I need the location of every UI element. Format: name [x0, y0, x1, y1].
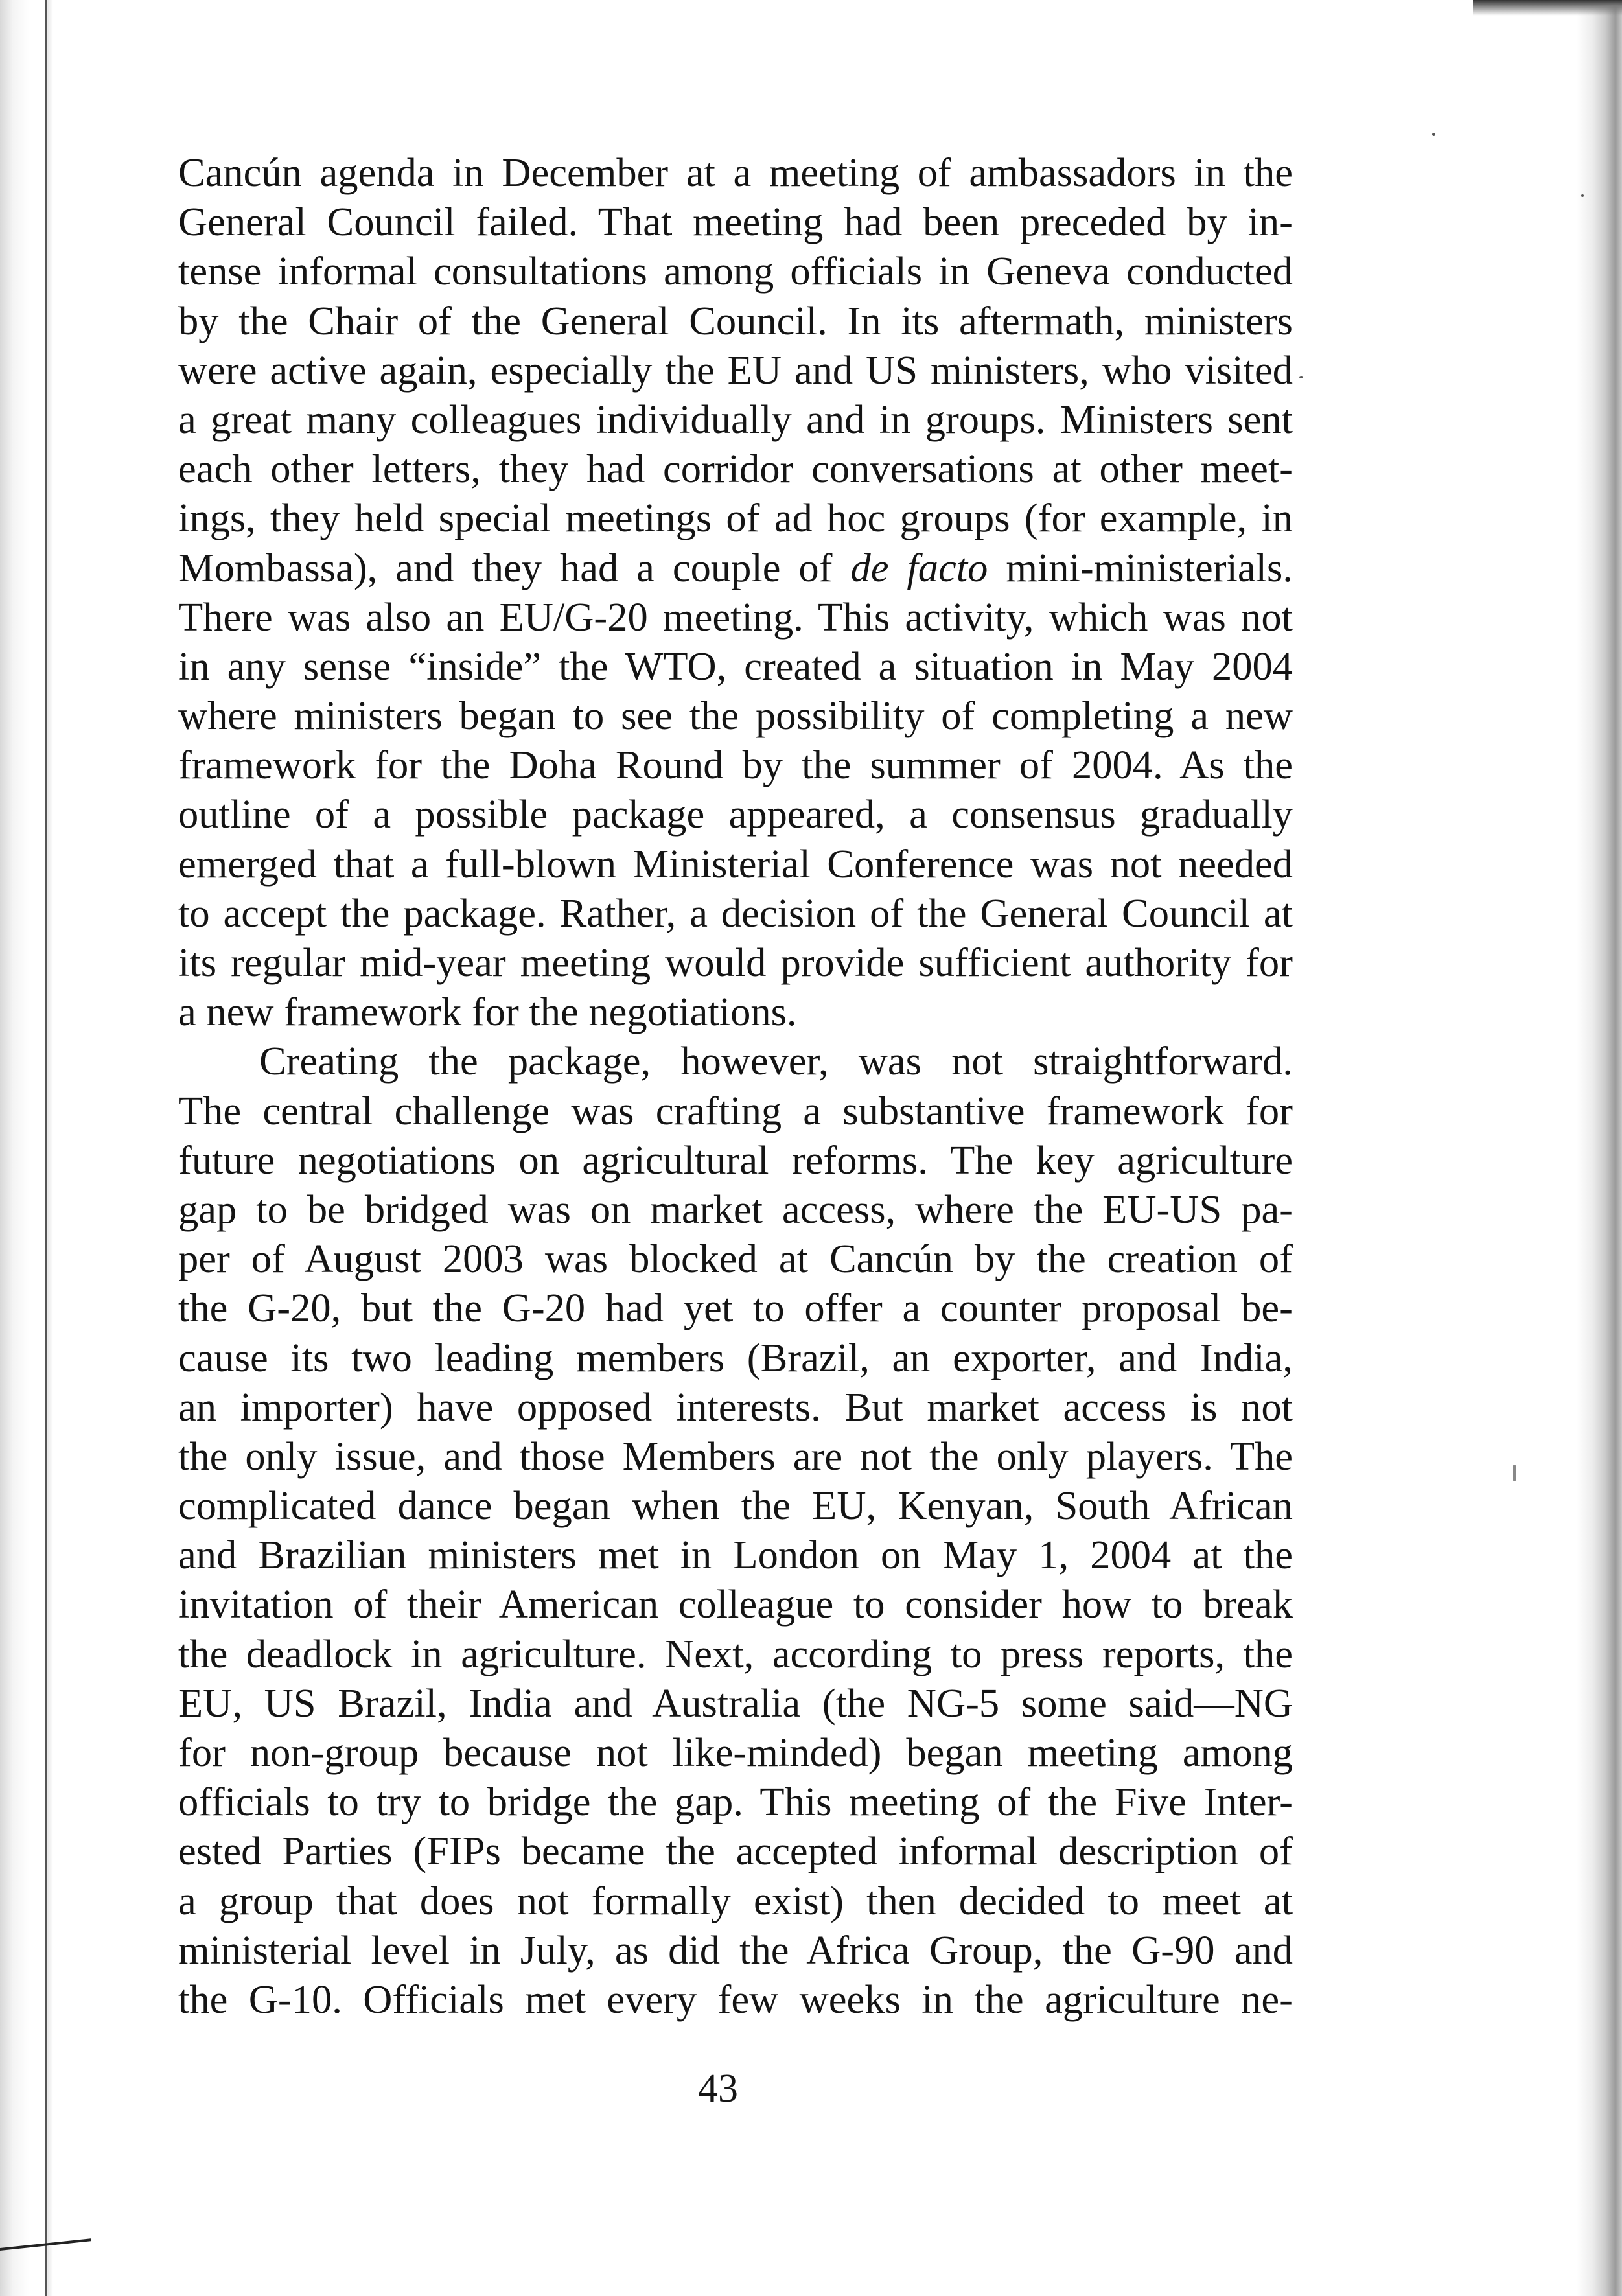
- text-line: complicated dance began when the EU, Kenyan, South African: [178, 1483, 1293, 1529]
- text-line: per of August 2003 was blocked at Cancún by the creation of: [178, 1236, 1293, 1282]
- text-line: a group that does not formally exist) then decided to meet at: [178, 1877, 1293, 1923]
- text-line: the deadlock in agriculture. Next, according to press reports, the: [178, 1630, 1293, 1676]
- paragraph-2: [178, 1036, 1293, 2024]
- text-line: an importer) have opposed interests. But market access is not: [178, 1384, 1293, 1430]
- text-line: Cancún agenda in December at a meeting of ambassadors in the: [178, 150, 1293, 195]
- text-line: were active again, especially the EU and US ministers, who visited: [178, 347, 1293, 393]
- text-line: outline of a possible package appeared, a consensus gradually: [178, 791, 1293, 837]
- text-line: and Brazilian ministers met in London on May 1, 2004 at the: [178, 1532, 1293, 1578]
- text-line: framework for the Doha Round by the summer of 2004. As the: [178, 742, 1293, 788]
- text-line: tense informal consultations among officials in Geneva conducted: [178, 248, 1293, 294]
- text-line: its regular mid-year meeting would provide sufficient authority for: [178, 940, 1293, 985]
- text-line: General Council failed. That meeting had been preceded by in-: [178, 199, 1293, 245]
- text-line: cause its two leading members (Brazil, an exporter, and India,: [178, 1334, 1293, 1380]
- text-line: future negotiations on agricultural reforms. The key agriculture: [178, 1137, 1293, 1183]
- page-edge-shadow: [1577, 0, 1622, 2296]
- text-segment: mini-ministerials.: [988, 544, 1293, 590]
- page-number: 43: [698, 2067, 738, 2111]
- italic-phrase: de facto: [850, 544, 988, 590]
- text-line: the only issue, and those Members are not the only players. The: [178, 1433, 1293, 1479]
- text-line: gap to be bridged was on market access, where the EU-US pa-: [178, 1186, 1293, 1232]
- text-line: invitation of their American colleague to consider how to break: [178, 1581, 1293, 1627]
- text-line: for non-group because not like-minded) began meeting among: [178, 1730, 1293, 1775]
- binding-edge: [0, 0, 78, 2296]
- text-line: each other letters, they had corridor conversations at other meet-: [178, 446, 1293, 492]
- scan-speck: [1513, 1465, 1516, 1481]
- text-line: a new framework for the negotiations.: [178, 989, 797, 1035]
- text-line: Creating the package, however, was not straightforward.: [259, 1038, 1293, 1084]
- text-line: a great many colleagues individually and in groups. Ministers sent: [178, 396, 1293, 442]
- text-line: officials to try to bridge the gap. This meeting of the Five Inter-: [178, 1779, 1293, 1825]
- binding-corner: [0, 2238, 91, 2296]
- scan-speck: [1432, 133, 1435, 136]
- body-text: [178, 148, 1293, 2024]
- text-line: The central challenge was crafting a substantive framework for: [178, 1087, 1293, 1133]
- page-corner-shadow: [1473, 0, 1622, 16]
- binding-rule: [45, 0, 47, 2296]
- text-line: the G-20, but the G-20 had yet to offer a counter proposal be-: [178, 1285, 1293, 1331]
- scan-speck: [1581, 194, 1584, 197]
- scan-speck: [1299, 376, 1303, 378]
- text-line: to accept the package. Rather, a decision of the General Council at: [178, 890, 1293, 936]
- text-line: EU, US Brazil, India and Australia (the NG-5 some said—NG: [178, 1680, 1293, 1726]
- text-line: There was also an EU/G-20 meeting. This activity, which was not: [178, 594, 1293, 640]
- text-line: by the Chair of the General Council. In its aftermath, ministers: [178, 297, 1293, 343]
- text-line: in any sense “inside” the WTO, created a situation in May 2004: [178, 643, 1293, 689]
- text-segment: Mombassa), and they had a couple of: [178, 544, 851, 590]
- text-line: emerged that a full-blown Ministerial Conference was not needed: [178, 841, 1293, 887]
- text-line: ested Parties (FIPs became the accepted informal description of: [178, 1828, 1293, 1874]
- text-line: ings, they held special meetings of ad hoc groups (for example, in: [178, 495, 1293, 541]
- text-line: where ministers began to see the possibility of completing a new: [178, 693, 1293, 739]
- text-line: the G-10. Officials met every few weeks in the agriculture ne-: [178, 1976, 1293, 2022]
- text-line: ministerial level in July, as did the Africa Group, the G-90 and: [178, 1927, 1293, 1973]
- text-line-with-italic: [178, 543, 1293, 592]
- paragraph-1: [178, 148, 1293, 1036]
